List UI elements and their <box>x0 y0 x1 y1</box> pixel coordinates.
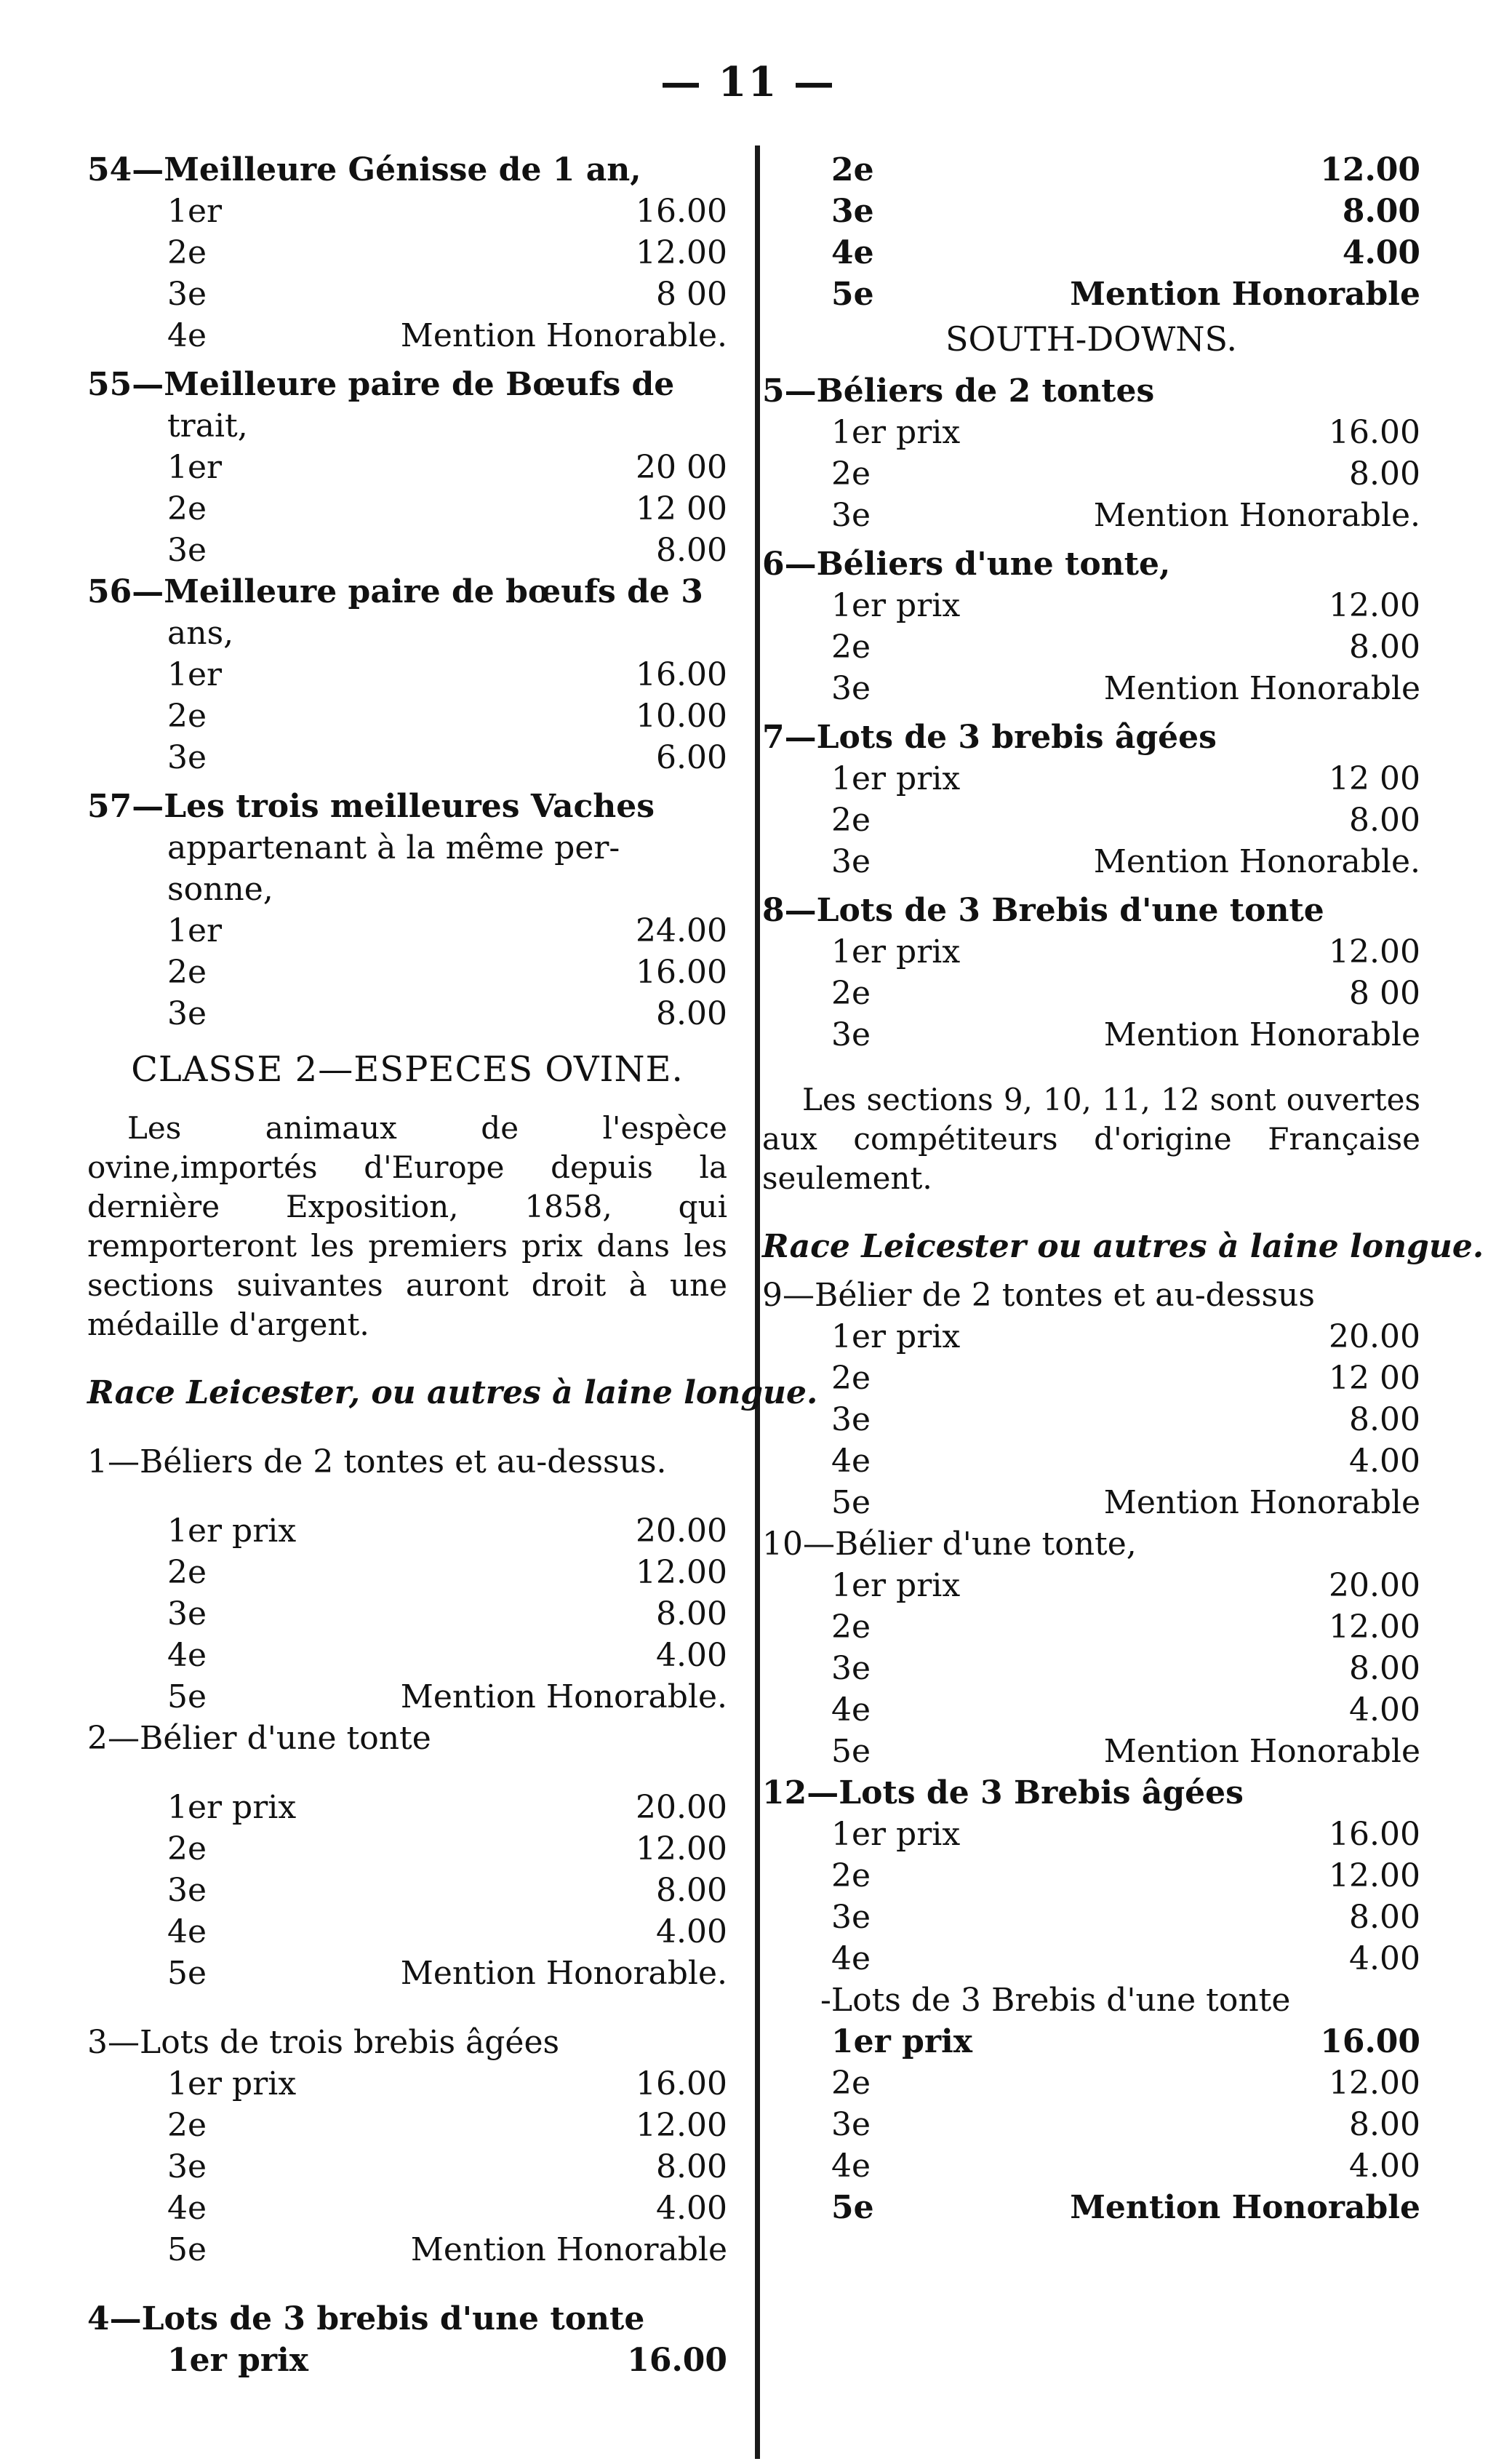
prize-value: Mention Honorable. <box>400 1955 727 1992</box>
row-label: sonne, <box>167 871 273 908</box>
row-label: 5e <box>167 2231 207 2268</box>
prize-row <box>762 1938 1420 1979</box>
prize-row <box>762 191 1420 232</box>
section-heading <box>762 890 1420 931</box>
row-label: 9—Bélier de 2 tontes et au-dessus <box>762 1277 1315 1314</box>
section-heading <box>762 543 1420 585</box>
row-label: 5—Béliers de 2 tontes <box>762 372 1155 410</box>
row-label: 3e <box>831 2106 871 2143</box>
prize-value: 20.00 <box>636 1512 727 1550</box>
prize-row <box>762 2062 1420 2104</box>
prize-value: Mention Honorable <box>1103 1016 1420 1053</box>
prize-row <box>762 274 1420 315</box>
prize-value: 12.00 <box>636 2107 727 2144</box>
left-column <box>87 149 818 2381</box>
section-heading <box>762 1226 1484 1267</box>
row-label: 4e <box>167 317 207 354</box>
section-heading <box>762 315 1420 363</box>
row-label: 4e <box>167 1913 207 1950</box>
prize-value: Mention Honorable. <box>1093 497 1420 534</box>
section-heading <box>762 1523 1420 1565</box>
row-label: 4e <box>167 1637 207 1674</box>
row-label: 1er prix <box>167 1789 297 1826</box>
row-label: 2e <box>167 2107 207 2144</box>
row-label: 12—Lots de 3 Brebis âgées <box>762 1774 1244 1811</box>
prize-value: 4.00 <box>1349 1691 1420 1729</box>
prize-row <box>762 412 1420 453</box>
prize-row <box>87 2105 727 2146</box>
prize-row <box>762 1855 1420 1897</box>
section-heading <box>87 827 727 869</box>
prize-value: 12.00 <box>1329 2065 1420 2102</box>
row-label: 4e <box>167 2190 207 2227</box>
prize-value: 12.00 <box>1329 933 1420 970</box>
prize-value: 6.00 <box>656 739 727 776</box>
prize-value: 12.00 <box>636 234 727 271</box>
row-label: 3e <box>831 670 871 707</box>
prize-row <box>762 1606 1420 1648</box>
row-label: 57—Les trois meilleures Vaches <box>87 788 655 825</box>
row-label: 1er <box>167 449 223 486</box>
prize-value: Mention Honorable. <box>400 1678 727 1715</box>
row-label: 4e <box>831 1940 871 1977</box>
row-label: 2e <box>167 954 207 991</box>
prize-value: 12.00 <box>1329 1608 1420 1646</box>
prize-row <box>762 585 1420 626</box>
prize-row <box>762 1014 1420 1056</box>
prize-value: 16.00 <box>1329 414 1420 451</box>
row-label: 8—Lots de 3 Brebis d'une tonte <box>762 892 1324 929</box>
prize-row <box>87 737 727 778</box>
prize-value: 12.00 <box>1320 151 1420 188</box>
prize-value: 8.00 <box>656 532 727 569</box>
prize-row <box>87 315 727 356</box>
prize-value: 8.00 <box>1349 455 1420 493</box>
prize-row <box>762 931 1420 973</box>
row-label: 1er prix <box>831 760 961 797</box>
row-label: 4—Lots de 3 brebis d'une tonte <box>87 2300 645 2337</box>
row-label: ans, <box>167 615 234 652</box>
row-label: 1er prix <box>167 2342 309 2379</box>
row-label: 2e <box>831 802 871 839</box>
prize-row <box>87 2146 727 2188</box>
row-label: 1er <box>167 912 223 949</box>
prize-row <box>762 2145 1420 2187</box>
prize-value: 16.00 <box>636 656 727 693</box>
prize-row <box>87 1911 727 1953</box>
row-label: 2e <box>167 1554 207 1591</box>
section-heading <box>87 1718 727 1759</box>
row-label: SOUTH-DOWNS. <box>945 319 1237 359</box>
prize-row <box>762 668 1420 709</box>
prize-value: 4.00 <box>656 1637 727 1674</box>
prize-value: Mention Honorable <box>1103 1484 1420 1521</box>
row-label: 54—Meilleure Génisse de 1 an, <box>87 151 641 188</box>
section-heading <box>762 1275 1420 1316</box>
prize-row <box>762 973 1420 1014</box>
row-label: 3e <box>831 193 874 230</box>
prize-value: 4.00 <box>1349 2148 1420 2185</box>
row-label: 5e <box>831 1484 871 1521</box>
row-label: 6—Béliers d'une tonte, <box>762 546 1171 583</box>
section-heading <box>87 2298 727 2340</box>
row-label: 56—Meilleure paire de bœufs de 3 <box>87 573 703 610</box>
row-label: 2e <box>831 151 874 188</box>
section-heading <box>762 1979 1420 2021</box>
row-label: 1er <box>167 193 223 230</box>
prize-value: 8.00 <box>1349 802 1420 839</box>
row-label: 10—Bélier d'une tonte, <box>762 1526 1137 1563</box>
prize-row <box>87 1635 727 1676</box>
row-label: 2e <box>831 1360 871 1397</box>
prize-row <box>87 1510 727 1552</box>
prize-row <box>762 1316 1420 1357</box>
prize-row <box>762 1814 1420 1855</box>
prize-row <box>762 232 1420 274</box>
prize-value: 8.00 <box>1349 2106 1420 2143</box>
prize-row <box>762 626 1420 668</box>
section-heading <box>762 1772 1420 1814</box>
prize-value: 4.00 <box>1349 1443 1420 1480</box>
prize-row <box>762 1565 1420 1606</box>
prize-row <box>87 447 727 488</box>
prize-value: 24.00 <box>636 912 727 949</box>
row-label: CLASSE 2—ESPECES OVINE. <box>131 1049 684 1090</box>
prize-value: 20.00 <box>1329 1318 1420 1355</box>
row-label: 2e <box>831 2065 871 2102</box>
right-column <box>762 149 1484 2228</box>
row-label: 1er prix <box>831 414 961 451</box>
prize-value: 12 00 <box>636 490 727 527</box>
section-heading <box>762 370 1420 412</box>
prize-value: 8 00 <box>656 276 727 313</box>
prize-row <box>762 1357 1420 1399</box>
prize-row <box>762 2021 1420 2062</box>
row-label: 3e <box>167 739 207 776</box>
prize-value: 8.00 <box>1342 193 1420 230</box>
prize-value: 8.00 <box>1349 1899 1420 1936</box>
row-label: trait, <box>167 407 248 444</box>
prize-value: 8.00 <box>656 2148 727 2185</box>
row-label: 1er prix <box>167 2065 297 2102</box>
prize-value: Mention Honorable <box>1103 670 1420 707</box>
row-label: 2e <box>167 1830 207 1867</box>
row-label: 5e <box>831 2189 874 2226</box>
row-label: 5e <box>831 276 874 313</box>
row-label: 1er prix <box>831 1816 961 1853</box>
prize-row <box>87 695 727 737</box>
prize-value: 20 00 <box>636 449 727 486</box>
prize-value: 20.00 <box>636 1789 727 1826</box>
section-heading <box>87 1372 818 1414</box>
section-heading <box>87 1441 727 1483</box>
prize-row <box>762 1731 1420 1772</box>
section-heading <box>87 613 727 654</box>
prize-row <box>87 2188 727 2229</box>
prize-value: 12 00 <box>1329 760 1420 797</box>
prize-value: 16.00 <box>1320 2023 1420 2060</box>
row-label: 55—Meilleure paire de Bœufs de <box>87 366 675 403</box>
prize-value: 8 00 <box>1349 975 1420 1012</box>
prize-row <box>762 1689 1420 1731</box>
row-label: 3e <box>167 1872 207 1909</box>
prize-row <box>87 2063 727 2105</box>
row-label: 1er prix <box>831 933 961 970</box>
row-label: 2e <box>167 490 207 527</box>
prize-row <box>87 488 727 530</box>
row-label: 1—Béliers de 2 tontes et au-dessus. <box>87 1443 667 1480</box>
row-label: 1er prix <box>167 1512 297 1550</box>
prize-row <box>762 453 1420 495</box>
row-label: 2—Bélier d'une tonte <box>87 1720 431 1757</box>
row-label: 1er <box>167 656 223 693</box>
prize-row <box>87 952 727 993</box>
section-heading <box>87 869 727 910</box>
row-label: appartenant à la même per- <box>167 829 620 866</box>
row-label: Race Leicester ou autres à laine longue. <box>762 1228 1484 1265</box>
prize-row <box>87 1953 727 1994</box>
prize-row <box>762 1897 1420 1938</box>
row-label: 2e <box>167 234 207 271</box>
row-label: 3e <box>831 497 871 534</box>
prize-row <box>87 1593 727 1635</box>
row-label: 3e <box>167 276 207 313</box>
row-label: 4e <box>831 2148 871 2185</box>
row-label: -Lots de 3 Brebis d'une tonte <box>820 1982 1291 2019</box>
prize-value: 16.00 <box>1329 1816 1420 1853</box>
section-heading <box>87 149 727 191</box>
row-label: 1er prix <box>831 2023 973 2060</box>
prize-value: Mention Honorable <box>1070 2189 1420 2226</box>
prize-row <box>762 495 1420 536</box>
row-label: 2e <box>831 629 871 666</box>
prize-row <box>87 2229 727 2270</box>
prize-value: 12.00 <box>636 1830 727 1867</box>
prize-value: 8.00 <box>1349 1401 1420 1438</box>
row-label: 5e <box>167 1955 207 1992</box>
prize-value: 8.00 <box>656 1872 727 1909</box>
prize-row <box>762 149 1420 191</box>
row-label: 7—Lots de 3 brebis âgées <box>762 719 1217 756</box>
row-label: 5e <box>831 1733 871 1770</box>
prize-row <box>87 191 727 232</box>
prize-value: 12.00 <box>636 1554 727 1591</box>
row-label: 2e <box>831 1608 871 1646</box>
row-label: 3e <box>831 1650 871 1687</box>
prize-row <box>87 2340 727 2381</box>
row-label: 2e <box>167 698 207 735</box>
row-label: 2e <box>831 975 871 1012</box>
prize-row <box>762 758 1420 800</box>
row-label: 3e <box>831 843 871 880</box>
prize-value: 16.00 <box>636 954 727 991</box>
row-label: 3e <box>167 2148 207 2185</box>
prize-value: 16.00 <box>627 2342 727 2379</box>
prize-value: 4.00 <box>1342 234 1420 271</box>
prize-row <box>87 993 727 1034</box>
prize-value: Mention Honorable. <box>400 317 727 354</box>
prize-row <box>87 530 727 571</box>
section-heading <box>87 405 727 447</box>
section-heading <box>87 1046 727 1093</box>
prize-value: 12.00 <box>1329 1857 1420 1894</box>
prize-value: 8.00 <box>656 1595 727 1632</box>
row-label: 3e <box>167 995 207 1032</box>
prize-row <box>762 1482 1420 1523</box>
prize-row <box>762 800 1420 841</box>
section-heading <box>87 2022 727 2063</box>
prize-value: Mention Honorable <box>410 2231 727 2268</box>
prize-value: 12 00 <box>1329 1360 1420 1397</box>
column-divider <box>755 145 760 2459</box>
row-label: 5e <box>167 1678 207 1715</box>
prize-row <box>87 1552 727 1593</box>
paragraph: Les animaux de l'espèce ovine,importés d'Europe depuis la dernière Exposition, 1858, qui remporteront les premiers prix dans les sections suivantes auront droit à une médaille d'argent. <box>87 1110 727 1342</box>
prize-value: 10.00 <box>636 698 727 735</box>
prize-row <box>762 1440 1420 1482</box>
prize-row <box>87 1870 727 1911</box>
section-heading <box>87 364 727 405</box>
prize-row <box>762 2104 1420 2145</box>
prize-row <box>87 232 727 274</box>
row-label: 1er prix <box>831 1318 961 1355</box>
prize-value: 20.00 <box>1329 1567 1420 1604</box>
row-label: 3e <box>167 532 207 569</box>
prize-row <box>87 1828 727 1870</box>
prize-value: 12.00 <box>1329 587 1420 624</box>
prize-value: Mention Honorable. <box>1093 843 1420 880</box>
row-label: 3e <box>167 1595 207 1632</box>
row-label: 3e <box>831 1899 871 1936</box>
paragraph: Les sections 9, 10, 11, 12 sont ouvertes aux compétiteurs d'origine Française seulement. <box>762 1082 1420 1196</box>
row-label: 3e <box>831 1401 871 1438</box>
section-heading <box>87 786 727 827</box>
prize-value: 4.00 <box>656 2190 727 2227</box>
prize-row <box>87 1787 727 1828</box>
row-label: 2e <box>831 1857 871 1894</box>
prize-row <box>762 1648 1420 1689</box>
prize-value: 16.00 <box>636 193 727 230</box>
section-heading <box>762 717 1420 758</box>
page-number: — 11 — <box>660 58 836 106</box>
prize-value: 8.00 <box>656 995 727 1032</box>
prize-value: 16.00 <box>636 2065 727 2102</box>
prize-value: 8.00 <box>1349 629 1420 666</box>
prize-row <box>87 1676 727 1718</box>
prize-row <box>762 2187 1420 2228</box>
row-label: 1er prix <box>831 1567 961 1604</box>
prize-row <box>87 274 727 315</box>
prize-value: 4.00 <box>656 1913 727 1950</box>
row-label: 1er prix <box>831 587 961 624</box>
row-label: 3—Lots de trois brebis âgées <box>87 2024 560 2061</box>
row-label: 4e <box>831 1443 871 1480</box>
prize-row <box>87 654 727 695</box>
row-label: 4e <box>831 234 874 271</box>
prize-row <box>87 910 727 952</box>
row-label: 4e <box>831 1691 871 1729</box>
prize-row <box>762 1399 1420 1440</box>
row-label: 2e <box>831 455 871 493</box>
row-label: 3e <box>831 1016 871 1053</box>
prize-value: Mention Honorable <box>1103 1733 1420 1770</box>
row-label: Race Leicester, ou autres à laine longue. <box>87 1374 818 1411</box>
prize-row <box>762 841 1420 882</box>
prize-value: 8.00 <box>1349 1650 1420 1687</box>
section-heading <box>87 571 727 613</box>
prize-value: 4.00 <box>1349 1940 1420 1977</box>
prize-value: Mention Honorable <box>1070 276 1420 313</box>
